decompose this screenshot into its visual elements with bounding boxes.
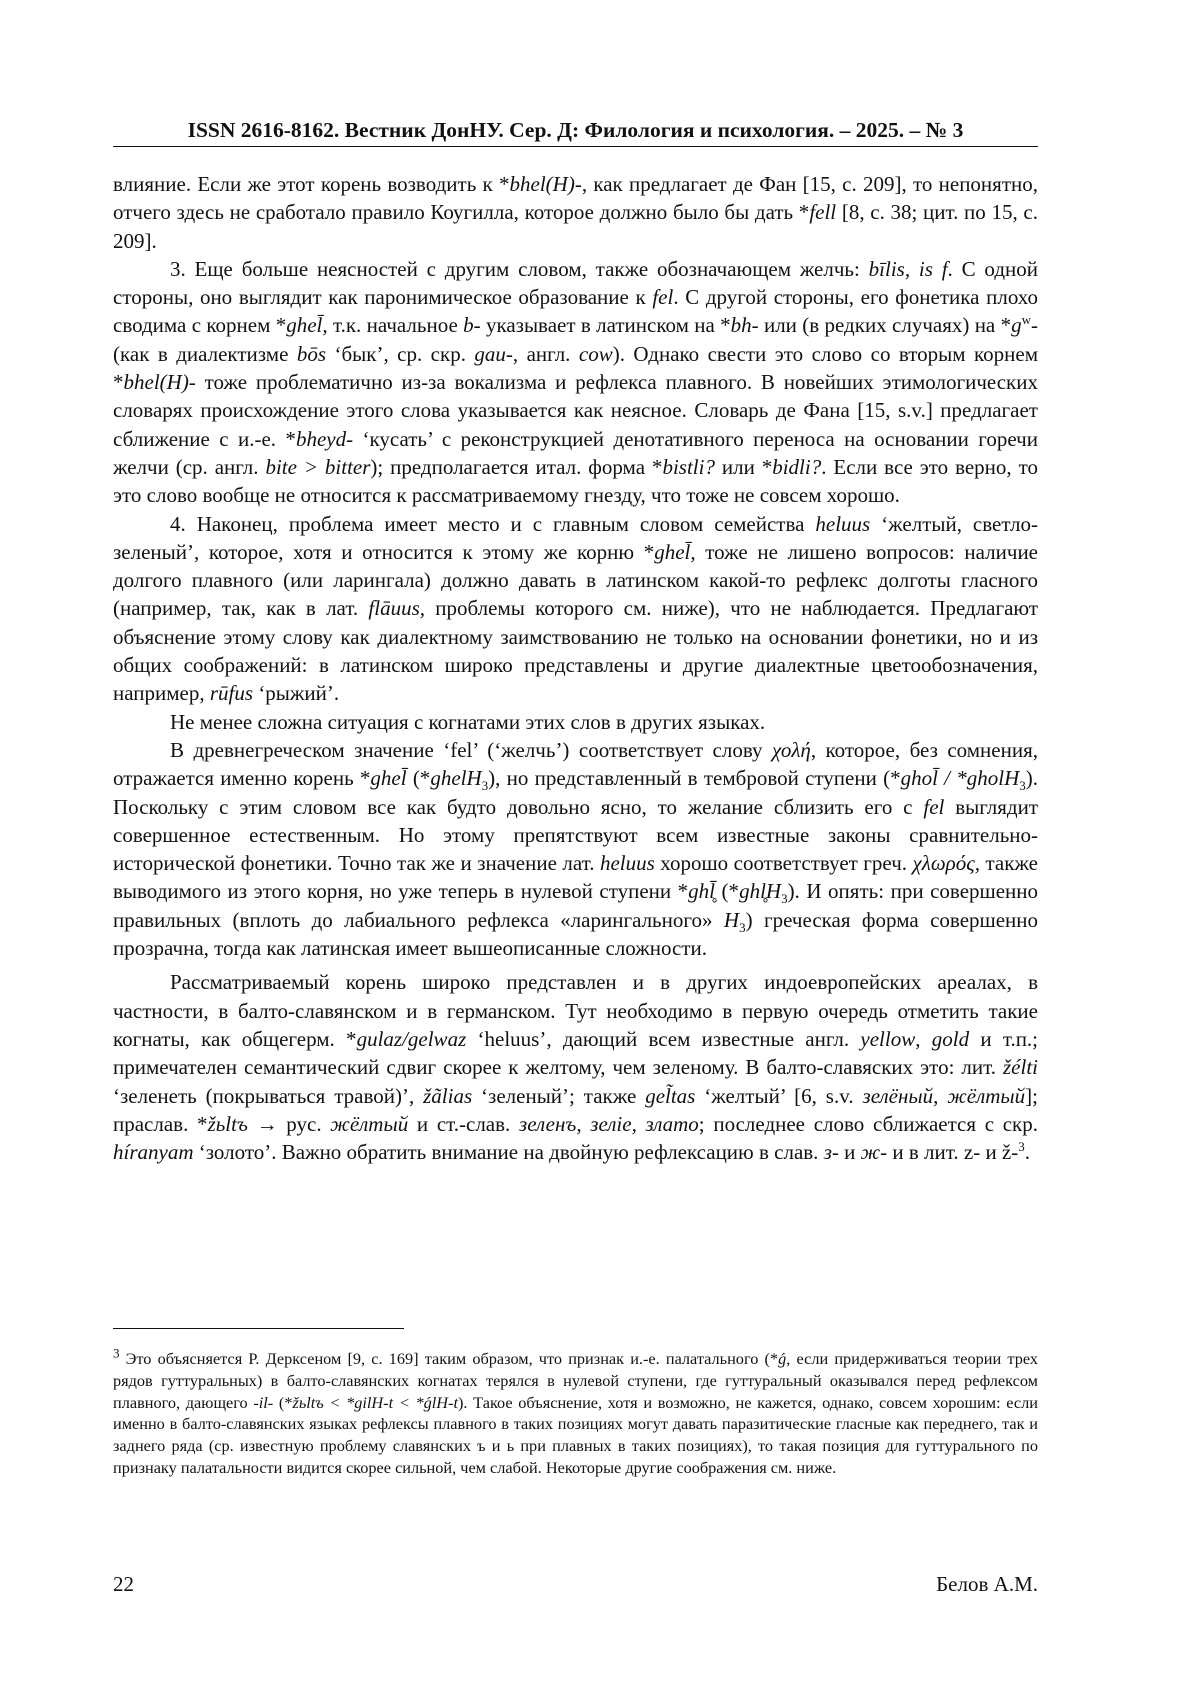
paragraph-4: Не менее сложна ситуация с когнатами этих слов в других языках. (170, 709, 766, 734)
paragraph-2: 3. Еще больше неясностей с другим словом, также обозначающем желчь: bīlis, is f. С одной стороны, оно выглядит как паронимическое образование к fel. С другой стороны, его фонетика плохо сводима с корнем *ghel̄, т.к. начальное b- указывает в латинском на *bh- или (в редких случаях) на $*g^w-$ (как в диалектизме bōs ‘бык’, ср. скр. gau-, англ. cow). Однако свести это слово со вторым корнем *bhel(H)- тоже проблематично из-за вокализма и рефлекса плавного. В новейших этимологических словарях происхождение этого слова указывается как неясное. Словарь де Фана [15, s.v.] предлагает сближение с и.-е. *bheyd- ‘кусать’ с реконструкцией денотативного переноса на основании горечи желчи (ср. англ. bite > bitter); предполагается итал. форма *bistli? или *bidli?. Если все это верно, то это слово вообще не относится к рассматриваемому гнезду, что тоже не совсем хорошо. (113, 256, 1039, 508)
paragraph-3: 4. Наконец, проблема имеет место и с главным словом семейства heluus ‘желтый, светло-зеленый’, которое, хотя и относится к этому же корню *ghel̄, тоже не лишено вопросов: наличие долгого плавного (или ларингала) должно давать в латинском какой-то рефлекс долготы гласного (например, так, как в лат. flāuus, проблемы которого см. ниже), что не наблюдается. Предлагают объяснение этому слову как диалектному заимствованию не только на основании фонетики, но и из общих соображений: в латинском широко представлены и другие диалектные цветообозначения, например, rūfus ‘рыжий’. (113, 511, 1039, 706)
footnote-ref[interactable]: 3 (1018, 1139, 1025, 1155)
paragraph-5: В древнегреческом значение ‘fel’ (‘желчь’) соответствует слову χολή, которое, без сомнения, отражается именно корень *ghel̄ (*ghelH$_3$), но представленный в тембровой ступени (*ghol̄ / *gholH$_3$). Поскольку с этим словом все как будто довольно ясно, то желание сблизить его с fel выглядит совершенное естественным. Но этому препятствуют всем известные законы сравнительно-исторической фонетики. Точно так же и значение лат. heluus хорошо соответствует греч. χλωρός, также выводимого из этого корня, но уже теперь в нулевой ступени *ghl̥̄ $(*ghl̥H_3)$. И опять: при совершенно правильных (вплоть до лабиального рефлекса «ларингального» $H_3$) греческая форма совершенно прозрачна, тогда как латинская имеет вышеописанные сложности. (113, 737, 1039, 961)
main-text (113, 170, 1038, 1166)
footnote-3: $^3$ Это объясняется Р. Дерксеном [9, с. 169] таким образом, что признак и.-е. палатального (*ǵ, если придерживаться теории трех рядов гуттуральных) в балто-славянских когнатах терялся в нулевой ступени, где гуттуральный оказывался перед рефлексом плавного, дающего -il- (*žьltъ < *gilH-t < *ǵlH-t). Такое объяснение, хотя и возможно, не кажется, однако, совсем хорошим: если именно в балто-славянских языках рефлексы плавного в таких позициях могут давать паразитические гласные как переднего, так и заднего ряда (ср. известную проблему славянских ъ и ь при плавных в таких позициях), то такая позиция для гуттурального по признаку палатальности видится скорее сильной, чем слабой. Некоторые другие соображения см. ниже. (113, 1345, 1038, 1477)
header-title: ISSN 2616-8162. Вестник ДонНУ. Сер. Д: Филология и психология. – 2025. – № 3 (187, 118, 964, 142)
page-number: 22 (113, 1572, 134, 1596)
footnote-divider (113, 1328, 404, 1329)
paragraph-1: влияние. Если же этот корень возводить к *bhel(H)-, как предлагает де Фан [15, с. 209], то непонятно, отчего здесь не сработало правило Коугилла, которое должно было бы дать *fell [8, с. 38; цит. по 15, с. 209]. (113, 172, 1038, 253)
footnote-marker: 3 (113, 1345, 120, 1361)
author-name: Белов А.М. (936, 1572, 1038, 1596)
running-header (113, 116, 1038, 147)
paragraph-6: Рассматриваемый корень широко представлен и в других индоевропейских ареалах, в частности, в балто-славянском и в германском. Тут необходимо в первую очередь отметить такие когнаты, как общегерм. *gulaz/gelwaz ‘heluus’, дающий всем известные англ. yellow, gold и т.п.; примечателен семантический сдвиг скорее к желтому, чем зеленому. В балто-славяских это: лит. žélti ‘зеленеть (покрываться травой)’, žãlias ‘зеленый’; также gel̃tas ‘желтый’ [6, s.v. зелёный, жёлтый]; праслав. *žьltъ → рус. жёлтый и ст.-слав. зеленъ, зелiе, златo; последнее слово сближается с скр. híranyam ‘золото’. Важно обратить внимание на двойную рефлексацию в слав. з- и ж- и в лит. z- и ž-$^3$. (113, 970, 1039, 1165)
